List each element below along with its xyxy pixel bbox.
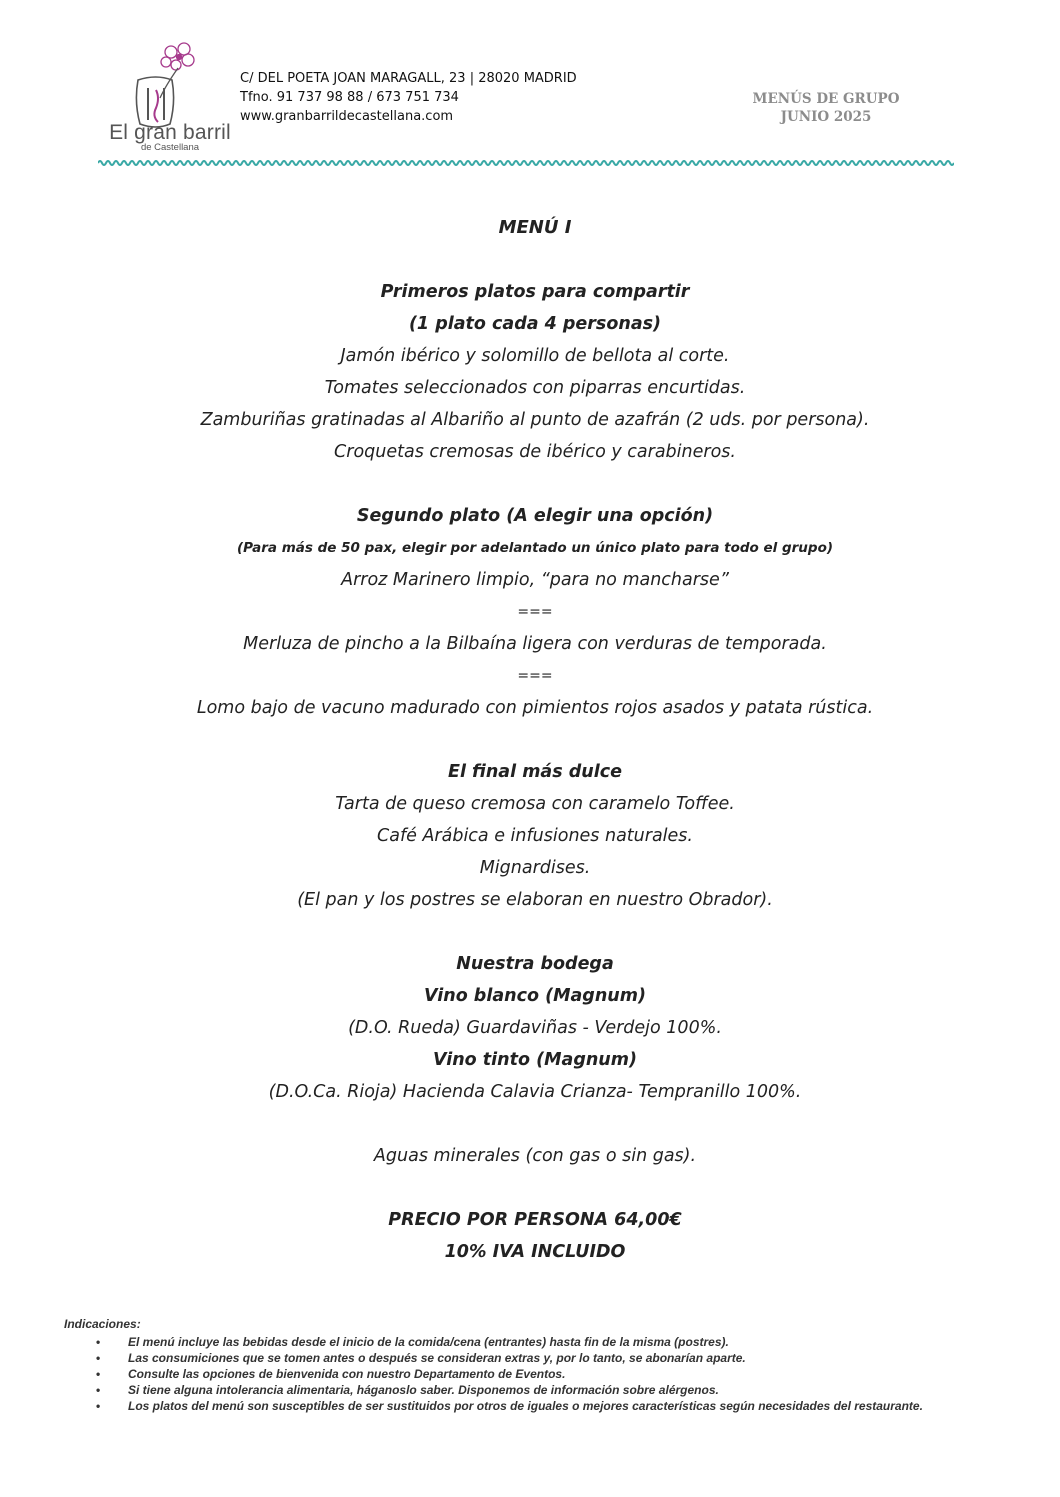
notes-list: [64, 1334, 964, 1414]
bullet-icon: •: [96, 1367, 101, 1381]
phone: Tfno. 91 737 98 88 / 673 751 734: [240, 90, 459, 105]
segundo-heading: Segundo plato (A elegir una opción): [356, 506, 714, 526]
bullet-icon: •: [96, 1383, 101, 1397]
note-item: [64, 1398, 964, 1414]
segundo-note: (Para más de 50 pax, elegir por adelantado un único plato para todo el grupo): [236, 540, 834, 556]
menu-title: MENÚ I: [498, 217, 572, 238]
bullet-icon: •: [96, 1335, 101, 1349]
price: PRECIO POR PERSONA 64,00€: [388, 1210, 682, 1230]
menu-item: (El pan y los postres se elaboran en nuestro Obrador).: [297, 890, 773, 910]
header-date: JUNIO 2025: [780, 109, 872, 125]
menu-item: Tarta de queso cremosa con caramelo Toffee.: [335, 794, 735, 814]
vat-note: 10% IVA INCLUIDO: [444, 1242, 626, 1262]
contact-info: [240, 69, 577, 126]
notes-section: [64, 1316, 964, 1414]
postre-heading: El final más dulce: [448, 762, 622, 782]
menu-item: Lomo bajo de vacuno madurado con pimientos rojos asados y patata rústica.: [196, 698, 874, 718]
menu-item: Jamón ibérico y solomillo de bellota al corte.: [340, 346, 730, 366]
note-text: Consulte las opciones de bienvenida con nuestro Departamento de Eventos.: [128, 1367, 566, 1381]
logo-text: [100, 123, 240, 153]
header-title: MENÚS DE GRUPO: [752, 91, 900, 107]
website[interactable]: www.granbarrildecastellana.com: [240, 109, 454, 124]
white-wine: (D.O. Rueda) Guardaviñas - Verdejo 100%.: [348, 1018, 722, 1038]
bodega-heading: Nuestra bodega: [456, 954, 614, 974]
menu-body: [60, 212, 1010, 1268]
note-text: Los platos del menú son susceptibles de ser sustituidos por otros de iguales o mejores características según necesidades del restaurante.: [128, 1399, 923, 1413]
water: Aguas minerales (con gas o sin gas).: [373, 1146, 697, 1166]
note-item: [64, 1350, 964, 1366]
note-item: [64, 1382, 964, 1398]
menu-item: Café Arábica e infusiones naturales.: [377, 826, 693, 846]
note-item: [64, 1366, 964, 1382]
address: C/ DEL POETA JOAN MARAGALL, 23 | 28020 MADRID: [240, 71, 577, 86]
menu-item: Tomates seleccionados con piparras encurtidas.: [324, 378, 746, 398]
option-separator: ===: [517, 604, 553, 620]
menu-item: Mignardises.: [479, 858, 591, 878]
red-wine: (D.O.Ca. Rioja) Hacienda Calavia Crianza- Tempranillo 100%.: [268, 1082, 802, 1102]
menu-item: Croquetas cremosas de ibérico y carabineros.: [334, 442, 736, 462]
red-wine-heading: Vino tinto (Magnum): [432, 1050, 637, 1070]
note-text: El menú incluye las bebidas desde el inicio de la comida/cena (entrantes) hasta fin de la misma (postres).: [128, 1335, 729, 1349]
bullet-icon: •: [96, 1399, 101, 1413]
option-separator: ===: [517, 668, 553, 684]
wavy-divider: [98, 158, 954, 168]
primeros-subheading: (1 plato cada 4 personas): [408, 314, 662, 334]
bullet-icon: •: [96, 1351, 101, 1365]
primeros-heading: Primeros platos para compartir: [380, 282, 690, 302]
logo-subname: de Castellana: [140, 142, 200, 153]
white-wine-heading: Vino blanco (Magnum): [424, 986, 646, 1006]
note-text: Si tiene alguna intolerancia alimentaria, háganoslo saber. Disponemos de información sobre alérgenos.: [128, 1383, 719, 1397]
menu-item: Merluza de pincho a la Bilbaína ligera con verduras de temporada.: [243, 634, 827, 654]
logo-name: El gran barril: [109, 121, 231, 144]
menu-item: Zamburiñas gratinadas al Albariño al punto de azafrán (2 uds. por persona).: [200, 410, 870, 430]
notes-title: Indicaciones:: [64, 1317, 141, 1331]
header-title-block: [746, 90, 906, 126]
note-text: Las consumiciones que se tomen antes o después se consideran extras y, por lo tanto, se abonarían aparte.: [128, 1351, 746, 1365]
note-item: [64, 1334, 964, 1350]
menu-item: Arroz Marinero limpio, “para no mancharse”: [341, 570, 729, 590]
